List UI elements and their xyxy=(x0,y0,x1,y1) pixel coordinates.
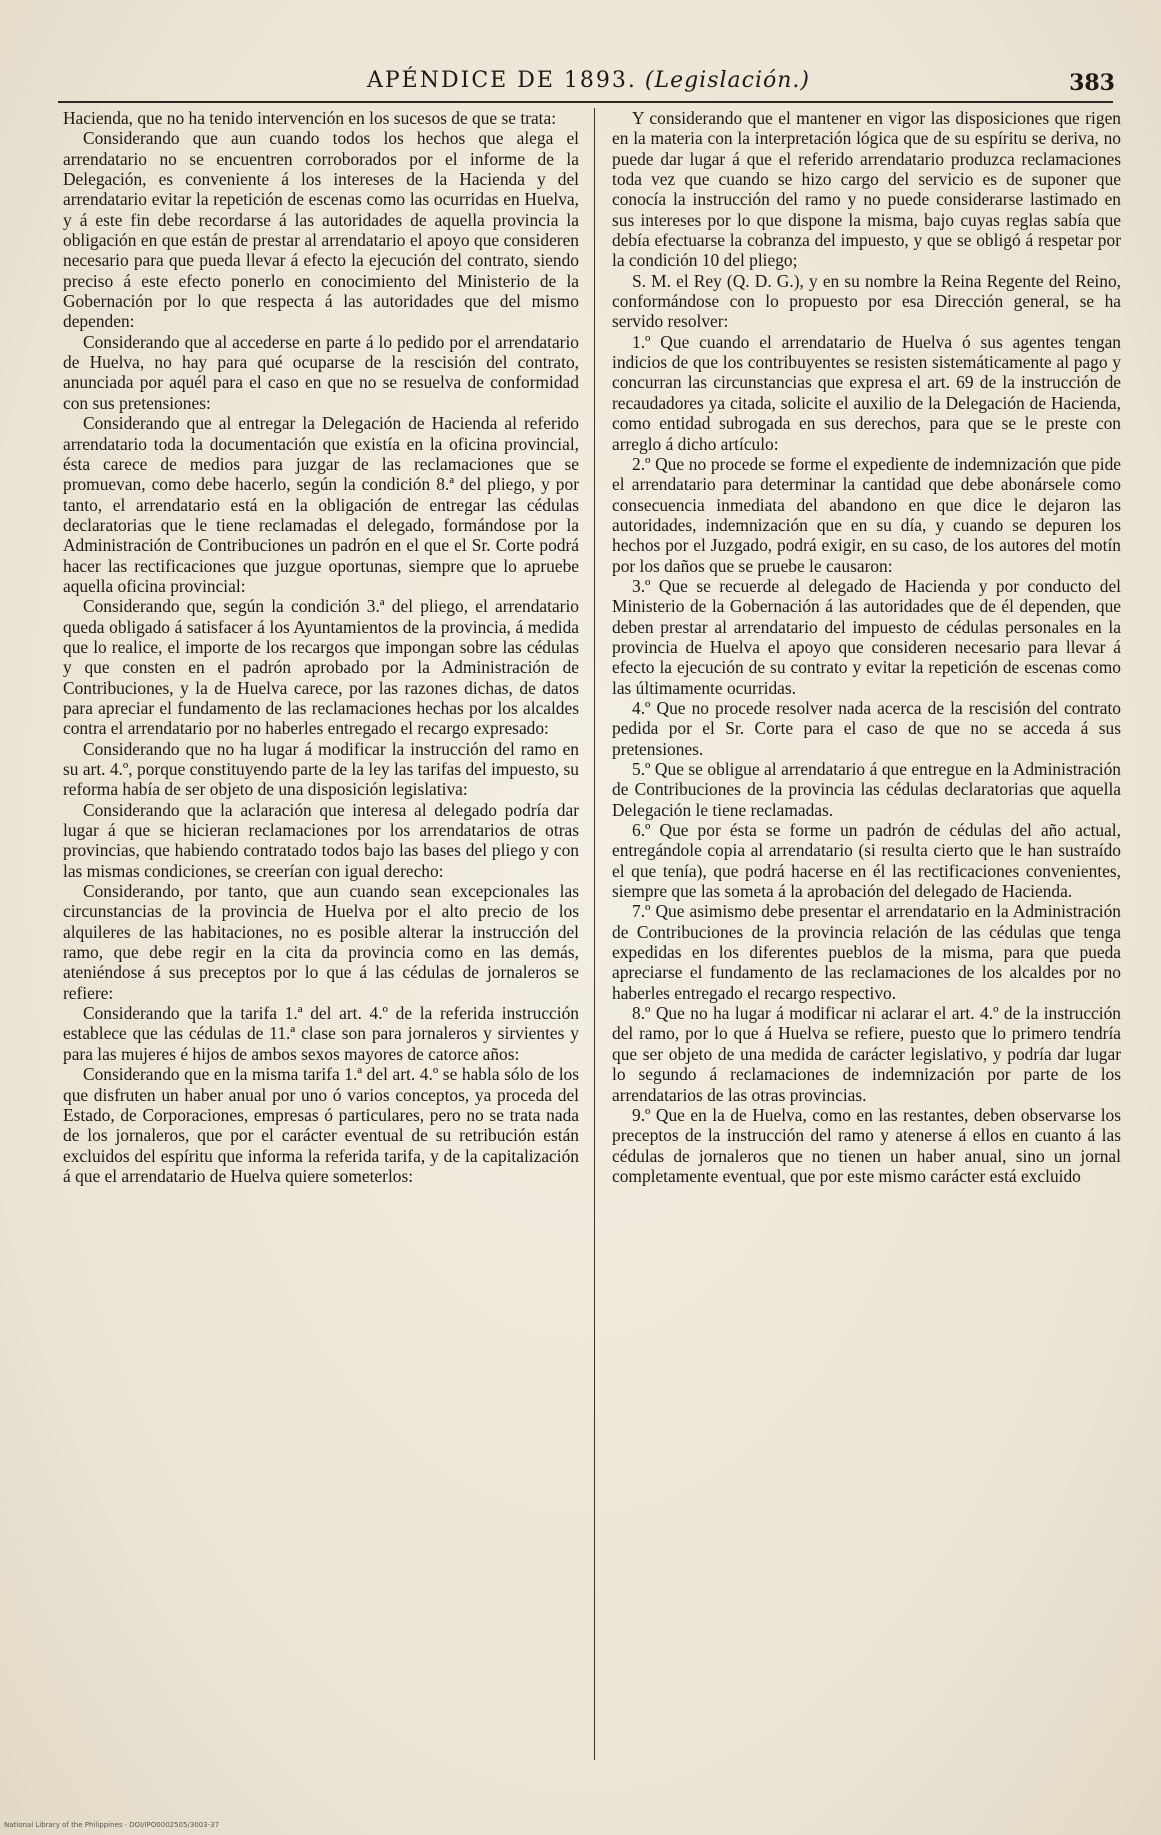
scan-credit: National Library of the Philippines · DOI/IPO0002505/3003-37 xyxy=(4,1821,220,1829)
running-title xyxy=(62,68,1115,93)
paragraph: Considerando que al accederse en parte á lo pedido por el arrendatario de Huelva, no hay para qué ocuparse de la rescisión del contrato, anunciada por aquél para el caso en que no se resuelva de conformidad con sus pretensiones: xyxy=(63,331,579,413)
left-column xyxy=(63,108,579,1186)
resolution-item: 2.º Que no procede se forme el expediente de indemnización que pide el arrendatario para determinar la cantidad que debe abonársele como consecuencia inmediata del abandono en que dice le dejaron las autoridades, indemnización que en su día, y cuando se depuren los hechos por el Juzgado, podrá exigir, en su caso, de los autores del motín por los daños que se pruebe le causaron: xyxy=(612,453,1121,576)
running-title-main: APÉNDICE DE 1893. xyxy=(366,68,637,93)
resolution-item: 6.º Que por ésta se forme un padrón de cédulas del año actual, entregándole copia al arrendatario (si resulta cierto que le han sustraído el que tenía), que podrá hacerse en él las rectificaciones convenientes, siempre que las someta á la aprobación del delegado de Hacienda. xyxy=(612,820,1121,902)
resolution-item: 1.º Que cuando el arrendatario de Huelva ó sus agentes tengan indicios de que los contribuyentes se resisten sistemáticamente al pago y concurran las circunstancias que expresa el art. 69 de la instrucción de recaudadores ya citada, solicite el auxilio de la Delegación de Hacienda, como entidad subrogada en sus derechos, para que se le preste con arreglo á dicho artículo: xyxy=(612,331,1121,454)
paragraph: Considerando, por tanto, que aun cuando sean excepcionales las circunstancias de la provincia de Huelva por el alto precio de los alquileres de las habitaciones, no es posible alterar la instrucción del ramo, que debe regir en la cita da provincia como en las demás, ateniéndose á sus preceptos por lo que á las cédulas de jornaleros se refiere: xyxy=(63,881,579,1003)
resolution-item: 8.º Que no ha lugar á modificar ni aclarar el art. 4.º de la instrucción del ramo, por lo que á Huelva se refiere, puesto que lo primero tendría que ser objeto de una medida de carácter legislativo, y podría dar lugar lo segundo á reclamaciones de indemnización por parte de los arrendatarios de las otras provincias. xyxy=(612,1003,1121,1105)
paragraph: Considerando que en la misma tarifa 1.ª del art. 4.º se habla sólo de los que disfruten un haber anual por uno ó varios conceptos, ya proceda del Estado, de Corporaciones, empresas ó particulares, pero no se trata nada de los jornaleros, que por el carácter eventual de su retribución están excluidos del espíritu que informa la referida tarifa, y de la capitalización á que el arrendatario de Huelva quiere someterlos: xyxy=(63,1064,579,1186)
column-divider xyxy=(594,108,595,1760)
page-number: 383 xyxy=(1069,70,1115,96)
paragraph: Considerando que la aclaración que interesa al delegado podría dar lugar á que se hicieran reclamaciones por los arrendatarios de otras provincias, que habiendo contratado todos bajo las bases del pliego y con las mismas condiciones, se creerían con igual derecho: xyxy=(63,799,579,881)
resolution-item: 7.º Que asimismo debe presentar el arrendatario en la Administración de Contribuciones de la provincia relación de las cédulas que tenga expedidas en los diferentes pueblos de la misma, para que pueda apreciarse el fundamento de las reclamaciones de los alcaldes por no haberles entregado el recargo respectivo. xyxy=(612,901,1121,1003)
paragraph: Considerando que no ha lugar á modificar la instrucción del ramo en su art. 4.º, porque constituyendo parte de la ley las tarifas del impuesto, su reforma había de ser objeto de una disposición legislativa: xyxy=(63,738,579,800)
paragraph: Considerando que la tarifa 1.ª del art. 4.º de la referida instrucción establece que las cédulas de 11.ª clase son para jornaleros y sirvientes y para las mujeres é hijos de ambos sexos mayores de catorce años: xyxy=(63,1003,579,1064)
paragraph: Considerando que aun cuando todos los hechos que alega el arrendatario no se encuentren corroborados por el informe de la Delegación, es conveniente á los intereses de la Hacienda y del arrendatario evitar la repetición de escenas como las ocurridas en Huelva, y á este fin debe recordarse á las autoridades de aquella provincia la obligación en que están de prestar al arrendatario el apoyo que consideren necesario para que pueda llevar á efecto la ejecución del contrato, siendo preciso á este efecto ponerlo en conocimiento del Ministerio de la Gobernación por lo que respecta á las autoridades que del mismo dependen: xyxy=(63,128,579,332)
resolution-item: 3.º Que se recuerde al delegado de Hacienda y por conducto del Ministerio de la Gobernación á las autoridades que de él dependen, que deben prestar al arrendatario del impuesto de cédulas personales en la provincia de Huelva el apoyo que consideren necesario para llevar á efecto la ejecución de su contrato y evitar la repetición de escenas como las últimamente ocurridas. xyxy=(612,575,1121,698)
paragraph: Considerando que al entregar la Delegación de Hacienda al referido arrendatario toda la documentación que existía en la oficina provincial, ésta carece de medios para juzgar de las reclamaciones que se promuevan, como debe hacerlo, según la condición 8.ª del pliego, y por tanto, el arrendatario está en la obligación de entregar las cédulas declaratorias que le tiene reclamadas el delegado, formándose por la Administración de Contribuciones un padrón en el que el Sr. Corte podrá hacer las rectificaciones que juzgue oportunas, siempre que lo apruebe aquella oficina provincial: xyxy=(63,413,579,596)
resolution-item: 5.º Que se obligue al arrendatario á que entregue en la Administración de Contribuciones de la provincia las cédulas declaratorias que aquella Delegación le tiene reclamadas. xyxy=(612,759,1121,820)
paragraph: Y considerando que el mantener en vigor las disposiciones que rigen en la materia con la interpretación lógica que de su espíritu se deriva, no puede dar lugar á que el referido arrendatario produzca reclamaciones toda vez que cuando se hizo cargo del servicio es de suponer que conocía la instrucción del ramo y no puede considerarse lastimado en sus intereses por lo que dispone la misma, bajo cuyas reglas sabía que debía efectuarse la cobranza del impuesto, y que se obligó á respetar por la condición 10 del pliego; xyxy=(612,108,1121,271)
paragraph: Considerando que, según la condición 3.ª del pliego, el arrendatario queda obligado á satisfacer á los Ayuntamientos de la provincia, á medida que lo realice, el importe de los recargos que impongan sobre las cédulas y que consten en el padrón aprobado por la Administración de Contribuciones, y la de Huelva carece, por las razones dichas, de datos para apreciar el fundamento de las reclamaciones hechas por los alcaldes contra el arrendatario por no haberles entregado el recargo expresado: xyxy=(63,596,579,739)
paragraph: Hacienda, que no ha tenido intervención en los sucesos de que se trata: xyxy=(63,108,557,128)
resolution-item: 9.º Que en la de Huelva, como en las restantes, deben observarse los preceptos de la instrucción del ramo y atenerse á ellos en cuanto á las cédulas de jornaleros que no tienen un haber anual, sino un jornal completamente eventual, que por este mismo carácter está excluido xyxy=(612,1104,1121,1186)
running-title-italic: (Legislación.) xyxy=(644,68,810,93)
page-header xyxy=(62,66,1115,98)
header-rule xyxy=(58,101,1113,103)
paragraph: S. M. el Rey (Q. D. G.), y en su nombre la Reina Regente del Reino, conformándose con lo propuesto por esa Dirección general, se ha servido resolver: xyxy=(612,270,1121,332)
resolution-item: 4.º Que no procede resolver nada acerca de la rescisión del contrato pedida por el Sr. Corte para el caso de que no se acceda á sus pretensiones. xyxy=(612,697,1121,759)
right-column xyxy=(612,108,1121,1186)
